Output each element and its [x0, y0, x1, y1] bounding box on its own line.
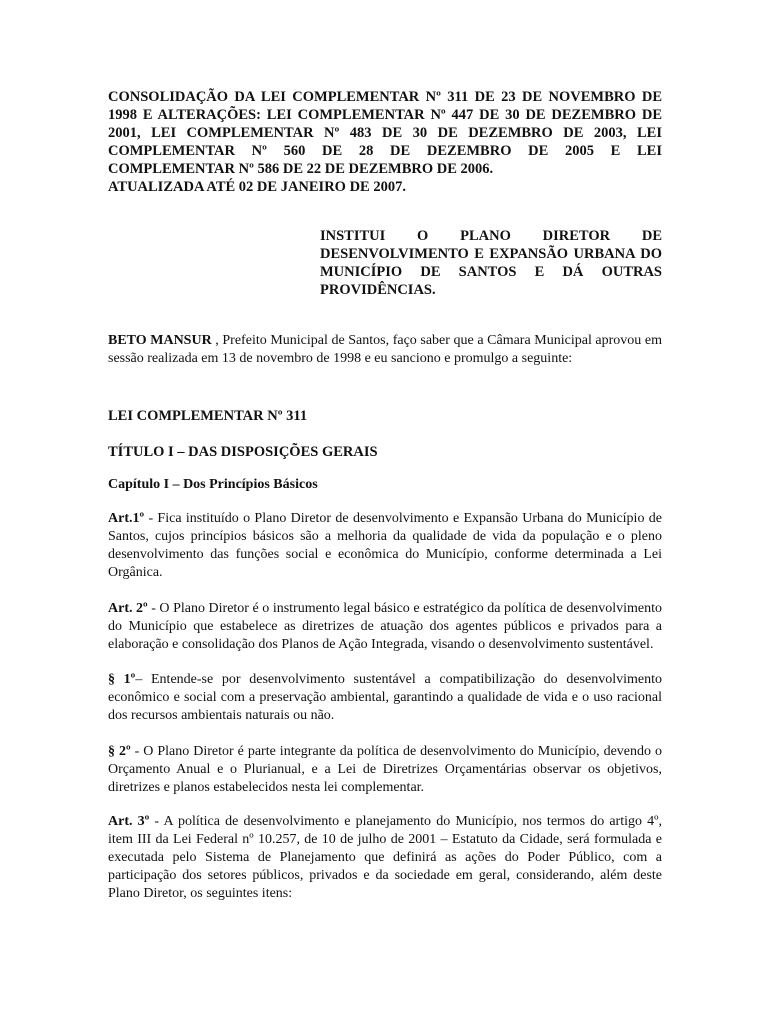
article-text: - O Plano Diretor é o instrumento legal básico e estratégico da política de desenvolvimento do Município que estabelece as diretrizes de atuação dos agentes públicos e privados para a elaboração e consolidação dos Planos de Ação Integrada, visando o desenvolvimento sustentável.: [108, 600, 663, 652]
mayor-name: BETO MANSUR: [108, 333, 212, 348]
article-text: - Fica instituído o Plano Diretor de desenvolvimento e Expansão Urbana do Município de Santos, cujos princípios básicos são a melhoria da qualidade de vida da população e o pleno desenvolvimento das funções social e econômica do Município, conforme determinada a Lei Orgânica.: [108, 510, 662, 580]
article-text: - A política de desenvolvimento e planejamento do Município, nos termos do artigo 4º, item III da Lei Federal nº 10.257, de 10 de julho de 2001 – Estatuto da Cidade, será formulada e executada pelo Sistema de Planejamento que definirá as ações do Poder Público, com a participação dos setores públicos, privados e da sociedade em geral, considerando, além deste Plano Diretor, os seguintes itens:: [108, 813, 662, 901]
article-label: Art.1º: [108, 510, 145, 526]
article-2: [108, 600, 662, 654]
document-header: [108, 88, 662, 196]
paragraph-label: § 1º: [108, 671, 136, 687]
paragraph-2: [108, 743, 662, 797]
paragraph-1: [108, 671, 662, 725]
header-consolidation: CONSOLIDAÇÃO DA LEI COMPLEMENTAR Nº 311 DE 23 DE NOVEMBRO DE 1998 E ALTERAÇÕES: LEI COMPLEMENTAR Nº 447 DE 30 DE DEZEMBRO DE 2001, LEI COMPLEMENTAR Nº 483 DE 30 DE DEZEMBRO DE 2003, LEI COMPLEMENTAR Nº 560 DE 28 DE DEZEMBRO DE 2005 E LEI COMPLEMENTAR Nº 586 DE 22 DE DEZEMBRO DE 2006.: [108, 89, 662, 177]
document-page: [108, 88, 662, 903]
article-3: [108, 813, 662, 903]
article-label: Art. 3º: [108, 813, 150, 829]
paragraph-text: – Entende-se por desenvolvimento sustentável a compatibilização do desenvolvimento econômico e social com a preservação ambiental, garantindo a qualidade de vida e o uso racional dos recursos ambientais naturais ou não.: [108, 671, 662, 723]
intro-text: , Prefeito Municipal de Santos, faço saber que a Câmara Municipal aprovou em sessão realizada em 13 de novembro de 1998 e eu sanciono e promulgo a seguinte:: [108, 333, 663, 366]
paragraph-label: § 2º: [108, 743, 131, 759]
paragraph-text: - O Plano Diretor é parte integrante da política de desenvolvimento do Município, devendo o Orçamento Anual e o Plurianual, e a Lei de Diretrizes Orçamentárias observar os objetivos, diretrizes e planos estabelecidos nesta lei complementar.: [108, 743, 662, 795]
title-heading: TÍTULO I – DAS DISPOSIÇÕES GERAIS: [108, 444, 378, 460]
header-updated-date: ATUALIZADA ATÉ 02 DE JANEIRO DE 2007.: [108, 179, 406, 195]
law-subtitle: INSTITUI O PLANO DIRETOR DE DESENVOLVIMENTO E EXPANSÃO URBANA DO MUNICÍPIO DE SANTOS E DÁ OUTRAS PROVIDÊNCIAS.: [320, 228, 662, 298]
article-label: Art. 2º: [108, 600, 148, 616]
intro-paragraph: [108, 332, 662, 368]
article-1: [108, 510, 662, 582]
law-title: LEI COMPLEMENTAR Nº 311: [108, 408, 308, 424]
chapter-heading: Capítulo I – Dos Princípios Básicos: [108, 476, 318, 492]
